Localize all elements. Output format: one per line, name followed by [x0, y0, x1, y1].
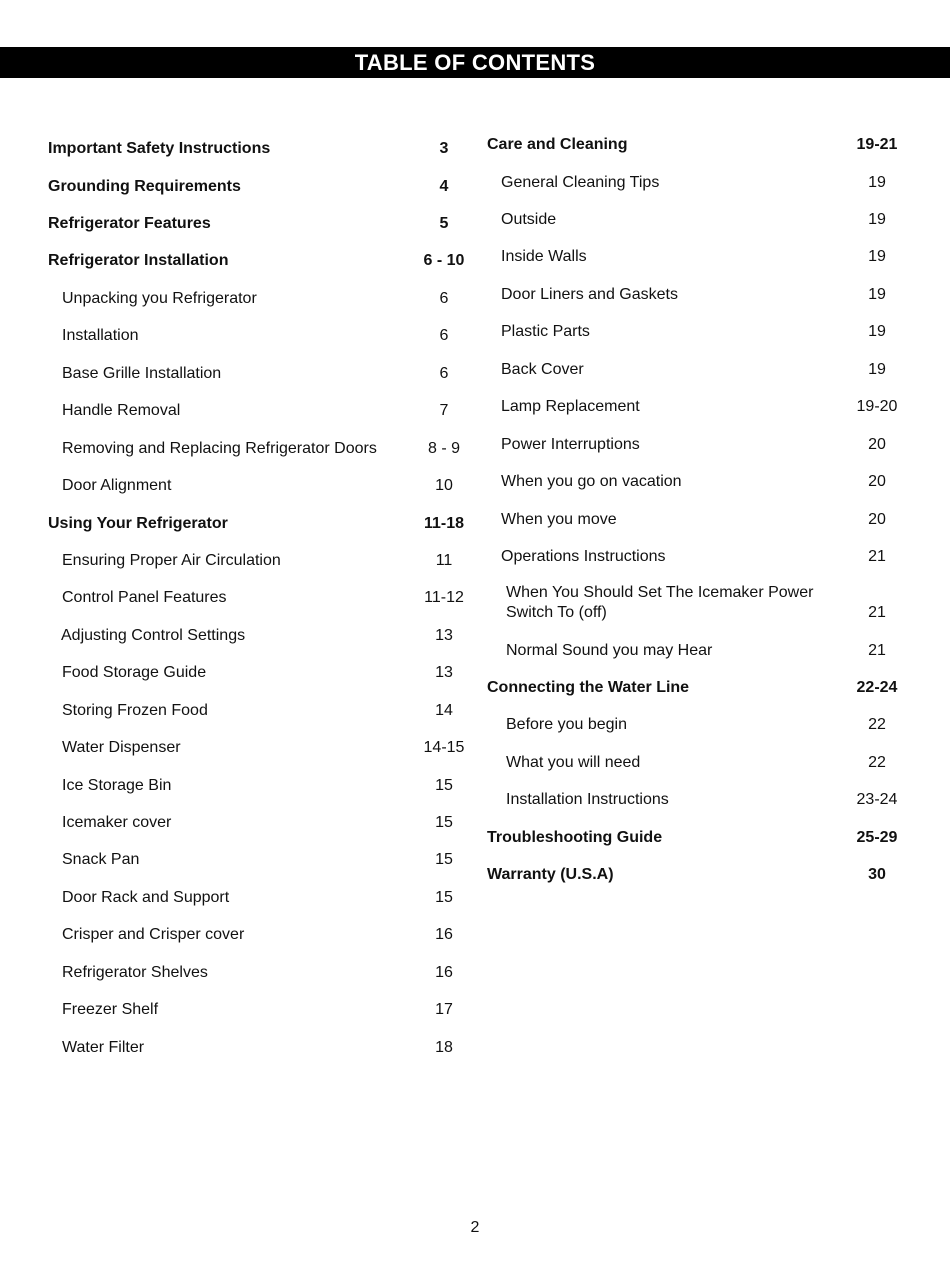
entry-page-number: 13 — [435, 664, 453, 681]
entry-page-number: 17 — [435, 1001, 453, 1018]
entry-page-number: 19 — [868, 323, 886, 340]
entry-page-number: 5 — [439, 215, 449, 232]
entry-label: Before you begin — [506, 716, 627, 733]
entry-label: Freezer Shelf — [62, 1001, 159, 1018]
entry-label: Unpacking you Refrigerator — [62, 290, 257, 307]
entry-page-number: 11-18 — [423, 515, 465, 532]
entry-page-number: 8 - 9 — [427, 440, 460, 457]
entry-page-number: 14 — [435, 702, 453, 719]
entry-label: Installation — [62, 327, 139, 344]
entry-page-number: 19 — [868, 361, 886, 378]
entry-label: Ensuring Proper Air Circulation — [62, 552, 281, 569]
entry-page-number: 6 - 10 — [423, 252, 465, 269]
entry-page-number: 21 — [868, 548, 886, 565]
entry-label: When You Should Set The Icemaker Power Switch To (off) — [506, 584, 814, 621]
entry-label: Door Alignment — [62, 477, 172, 494]
entry-label: Refrigerator Features — [48, 215, 211, 232]
entry-label: Ice Storage Bin — [62, 777, 172, 794]
entry-page-number: 15 — [435, 777, 453, 794]
entry-page-number: 15 — [435, 851, 453, 868]
entry-page-number: 19 — [868, 174, 886, 191]
entry-label: When you go on vacation — [501, 473, 682, 490]
entry-page-number: 11-12 — [424, 589, 464, 606]
entry-label: When you move — [501, 511, 617, 528]
entry-page-number: 13 — [435, 627, 453, 644]
entry-page-number: 21 — [868, 604, 886, 621]
entry-page-number: 20 — [868, 511, 886, 528]
page-title: TABLE OF CONTENTS — [0, 47, 950, 78]
entry-page-number: 19-21 — [856, 136, 898, 153]
entry-label: Base Grille Installation — [62, 365, 222, 382]
entry-page-number: 18 — [435, 1039, 453, 1056]
entry-label: Refrigerator Installation — [48, 252, 229, 269]
entry-page-number: 22-24 — [856, 679, 898, 696]
entry-label: Operations Instructions — [501, 548, 666, 565]
entry-page-number: 20 — [868, 473, 886, 490]
entry-page-number: 15 — [435, 814, 453, 831]
entry-page-number: 7 — [439, 402, 449, 419]
entry-label: Normal Sound you may Hear — [506, 642, 713, 659]
entry-label: Removing and Replacing Refrigerator Doors — [62, 440, 377, 457]
entry-page-number: 16 — [435, 926, 453, 943]
entry-page-number: 4 — [439, 178, 449, 195]
entry-label: Door Rack and Support — [62, 889, 230, 906]
entry-label: Door Liners and Gaskets — [501, 286, 678, 303]
entry-page-number: 6 — [439, 290, 449, 307]
entry-page-number: 15 — [435, 889, 453, 906]
page-number: 2 — [470, 1219, 480, 1236]
entry-page-number: 14-15 — [423, 739, 465, 756]
entry-label: Outside — [501, 211, 557, 228]
entry-page-number: 30 — [868, 866, 886, 883]
entry-label: Connecting the Water Line — [487, 679, 690, 696]
entry-label: Icemaker cover — [62, 814, 172, 831]
entry-page-number: 6 — [439, 327, 449, 344]
entry-label: Troubleshooting Guide — [487, 829, 663, 846]
entry-page-number: 6 — [439, 365, 449, 382]
entry-label: Power Interruptions — [501, 436, 640, 453]
entry-page-number: 11 — [435, 552, 453, 569]
entry-page-number: 25-29 — [856, 829, 898, 846]
entry-label: Lamp Replacement — [501, 398, 640, 415]
entry-label: Handle Removal — [62, 402, 181, 419]
entry-label: Warranty (U.S.A) — [487, 866, 614, 883]
entry-label: Care and Cleaning — [487, 136, 628, 153]
entry-page-number: 19-20 — [856, 398, 898, 415]
entry-label: Important Safety Instructions — [48, 140, 271, 157]
entry-label: General Cleaning Tips — [501, 174, 660, 191]
entry-label: Food Storage Guide — [62, 664, 207, 681]
entry-label: Installation Instructions — [506, 791, 669, 808]
entry-label: Using Your Refrigerator — [48, 515, 228, 532]
entry-page-number: 16 — [435, 964, 453, 981]
entry-label: Water Dispenser — [62, 739, 181, 756]
entry-label: Storing Frozen Food — [62, 702, 208, 719]
entry-page-number: 23-24 — [856, 791, 898, 808]
entry-label: Back Cover — [501, 361, 584, 378]
entry-page-number: 19 — [868, 248, 886, 265]
entry-page-number: 3 — [439, 140, 449, 157]
entry-page-number: 22 — [868, 716, 886, 733]
entry-label: Water Filter — [62, 1039, 145, 1056]
entry-page-number: 19 — [868, 286, 886, 303]
entry-label: What you will need — [506, 754, 641, 771]
entry-page-number: 22 — [868, 754, 886, 771]
entry-label: Adjusting Control Settings — [61, 627, 246, 644]
entry-label: Plastic Parts — [501, 323, 590, 340]
entry-label: Grounding Requirements — [48, 178, 241, 195]
entry-page-number: 21 — [868, 642, 886, 659]
entry-page-number: 10 — [435, 477, 453, 494]
entry-page-number: 20 — [868, 436, 886, 453]
entry-label: Control Panel Features — [62, 589, 227, 606]
entry-label: Inside Walls — [501, 248, 587, 265]
entry-label: Crisper and Crisper cover — [62, 926, 245, 943]
entry-label: Snack Pan — [62, 851, 140, 868]
entry-label: Refrigerator Shelves — [62, 964, 208, 981]
entry-page-number: 19 — [868, 211, 886, 228]
